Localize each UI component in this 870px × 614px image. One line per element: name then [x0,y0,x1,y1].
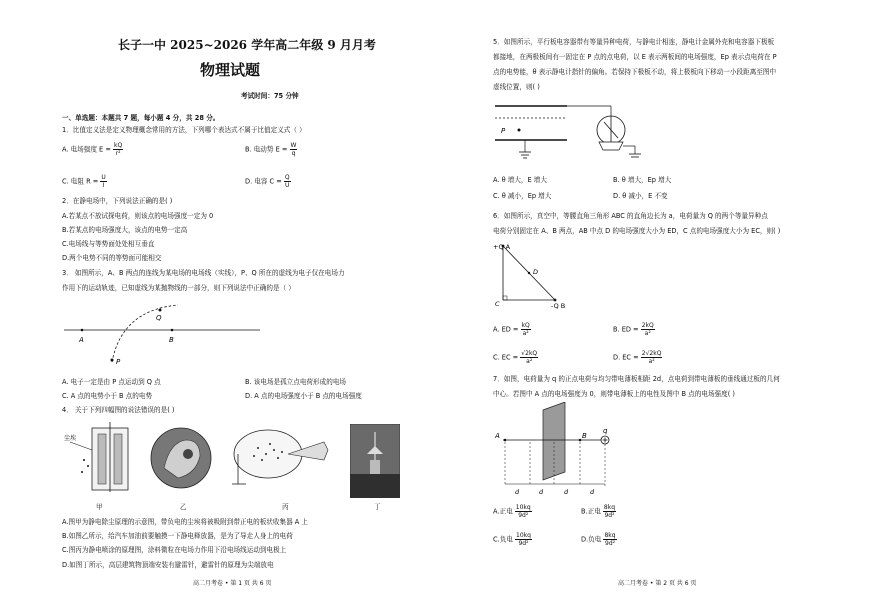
exam-page-2 [435,0,870,614]
q6-triangle-diagram [493,240,583,310]
q5-capacitor-electrometer-diagram [495,94,655,166]
fig-label-bing: 丙 [282,503,289,511]
label-d-3: d [564,488,569,496]
q6-stem-line2: 电荷分别固定在 A、B 两点，AB 中点 D 的电场强度大小为 ED，C 点的电场强度大小为 EC，则( ) [493,227,781,235]
footer-page-2: 高二月考卷 • 第 2 页 共 6 页 [618,580,697,587]
label-a: A [495,432,500,440]
q5-stem-line1: 5．如图所示，平行板电容器带有等量异种电荷，与静电计相连，静电计金属外壳和电容器下极板 [493,38,775,46]
fig-label-jia: 甲 [96,503,103,511]
point-p [111,359,114,362]
q2-option-a: A.若某点不放试探电荷，则该点的电场强度一定为 0 [62,212,214,220]
q1-option-b: B. 电动势 E = $\frac{W}{q}$ [245,142,297,157]
q7-option-d: D.负电 $\frac{8kq}{\text{9d²}}$ [581,532,616,547]
q5-stem-line2: 都接地，在两极板间有一固定在 P 点的点电荷，以 E 表示两板间的电场强度，Ep 表示点电荷在 P [493,53,777,61]
q4-figure-static-discharge [148,420,214,498]
q6-stem-line1: 6．如图所示，真空中，等腰直角三角形 ABC 的直角边长为 a，电荷量为 Q 的两个等量异种点 [493,212,768,220]
label-b: -Q B [551,302,566,310]
q2-option-c: C.电场线与等势面处处相互垂直 [62,240,155,248]
label-d: D [533,268,539,276]
point-b [171,329,174,332]
q6-option-b: B. ED = $\frac{2kQ}{\text{a²}}$ [613,322,654,337]
q1-option-d: D. 电容 C = $\frac{Q}{U}$ [245,174,290,189]
q4-stem: 4． 关于下列四幅图的说法错误的是( ) [62,406,175,414]
label-a: +Q A [493,243,511,251]
q5-option-a: A. θ 增大，E 增大 [493,176,547,184]
q3-option-b: B. 该电场是孤立点电荷形成的电场 [245,378,347,386]
q2-stem: 2．在静电场中，下列说法正确的是( ) [62,197,173,205]
dust-label: 尘埃 [64,435,77,442]
q3-field-line-diagram [60,300,390,370]
q7-option-a: A.正电 $\frac{10kq}{\text{9d²}}$ [493,504,531,519]
subject-title: 物理试题 [200,61,261,79]
label-d-4: d [590,488,595,496]
q5-option-d: D. θ 减小，E 不变 [613,192,668,200]
label-c: C [495,300,500,308]
q3-option-d: D. A 点的电场强度小于 B 点的电场强度 [245,392,362,400]
q3-stem-line2: 作用下的运动轨迹，已知虚线为某抛物线的一部分，则下列说法中正确的是（ ） [62,284,295,292]
q7-stem-line2: 中心。若图中 A 点的电场强度为 0，则带电薄板上的电性及图中 B 点的电场强度( ) [493,390,735,398]
q3-option-c: C. A 点的电势小于 B 点的电势 [62,392,153,400]
q3-stem-line1: 3． 如图所示，A、B 两点的连线为某电场的电场线（实线），P、Q 所在的虚线为电子仅在电场力 [62,269,345,277]
q5-stem-line4: 虚线位置，则( ) [493,83,540,91]
q7-plate-charge-diagram [493,402,633,498]
q4-figure-electrostatic-precipitator [62,420,142,500]
label-q: Q [156,314,162,322]
footer-page-1: 高二月考卷 • 第 1 页 共 6 页 [193,580,272,587]
q2-option-d: D.两个电势不同的等势面可能相交 [62,254,162,262]
trajectory-dashed [112,305,178,362]
label-b: B [169,336,174,344]
q7-option-c: C.负电 $\frac{10kq}{\text{9d²}}$ [493,532,531,547]
q6-option-c: C. EC = $\frac{√2kQ}{\text{a²}}$ [493,350,538,365]
label-d-1: d [515,488,520,496]
q4-option-d: D.如图丁所示，高层建筑物顶端安装有避雷针，避雷针的原理为尖端放电 [62,561,274,569]
q7-stem-line1: 7．如图，电荷量为 q 的正点电荷与均匀带电薄板相距 2d，点电荷到带电薄板的垂线通过板的几何 [493,375,780,383]
label-d-2: d [539,488,544,496]
q1-option-c: C. 电阻 R = $\frac{U}{I}$ [62,174,106,189]
q1-stem: 1．比值定义法是定义物理概念常用的方法，下列哪个表达式不属于比值定义式（ ） [62,126,306,134]
label-b: B [582,432,587,440]
q2-option-b: B.若某点的电场强度大，该点的电势一定高 [62,226,188,234]
label-q: q [603,427,608,435]
exam-time: 考试时间：75 分钟 [241,92,299,100]
point-a [81,329,84,332]
q5-option-c: C. θ 减小，Ep 增大 [493,192,552,200]
q4-option-b: B.如图乙所示，给汽车加油前要触摸一下静电释放器，是为了导走人身上的电荷 [62,532,293,540]
q7-option-b: B.正电 $\frac{8kq}{\text{9d²}}$ [581,504,616,519]
q6-option-d: D. EC = $\frac{2√2kQ}{\text{a²}}$ [613,350,662,365]
point-q [159,309,162,312]
point-p [518,129,521,132]
fig-label-yi: 乙 [180,503,187,511]
q3-option-a: A. 电子一定是由 P 点运动到 Q 点 [62,378,161,386]
school-title: 长子一中 2025~2026 学年高二年级 9 月月考 [118,38,376,52]
section-heading: 一、单选题：本题共 7 题，每小题 4 分，共 28 分。 [62,114,220,122]
q4-option-a: A.图甲为静电除尘原理的示意图，带负电的尘埃将被吸附到带正电的板状收集器 A 上 [62,518,308,526]
q5-option-b: B. θ 增大，Ep 增大 [613,176,672,184]
label-p: P [116,358,121,366]
fig-label-ding: 丁 [374,503,381,511]
q1-option-a: A. 电场强度 E = $\frac{kQ}{\text{r²}}$ [62,142,123,157]
label-a: A [79,336,84,344]
q4-figure-electrostatic-spraying [228,420,336,498]
charged-plate [543,402,565,480]
q4-figure-lightning-rod [350,424,400,498]
label-p: P [501,127,506,135]
q4-option-c: C.图丙为静电喷涂的原理图，涂料微粒在电场力作用下沿电场线运动到电极上 [62,546,287,554]
q5-stem-line3: 点的电势能，θ 表示静电计指针的偏角。若保持下极板不动，将上极板向下移动一小段距离至图中 [493,68,777,76]
q6-option-a: A. ED = $\frac{kQ}{\text{a²}}$ [493,322,530,337]
